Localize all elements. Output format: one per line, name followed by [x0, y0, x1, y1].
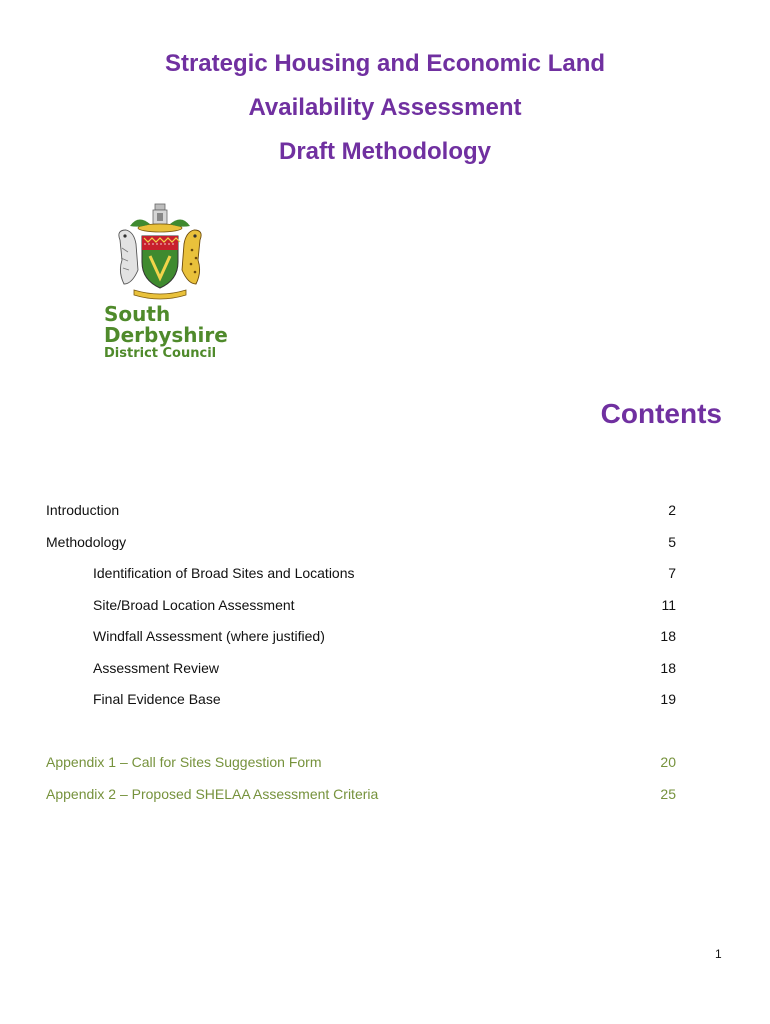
title-line-3: Draft Methodology: [279, 138, 491, 165]
toc-item-appendix-1[interactable]: [46, 750, 676, 774]
logo-text-line-2: Derbyshire: [104, 323, 228, 347]
toc-item-identification[interactable]: [46, 561, 676, 585]
toc-item-label: Appendix 2 – Proposed SHELAA Assessment Criteria: [46, 786, 379, 802]
toc-item-label: Introduction: [46, 502, 120, 518]
toc-item-final-evidence[interactable]: [46, 687, 676, 711]
toc-item-label: Site/Broad Location Assessment: [93, 597, 295, 613]
logo-text-line-1: South: [104, 302, 171, 326]
toc-item-page: 20: [660, 754, 676, 770]
toc-item-page: 25: [660, 786, 676, 802]
toc-item-label: Windfall Assessment (where justified): [93, 628, 325, 644]
coat-of-arms-icon: [108, 200, 212, 304]
toc-item-windfall[interactable]: [46, 624, 676, 648]
toc-item-site-assessment[interactable]: [46, 593, 676, 617]
toc-item-page: 2: [668, 502, 676, 518]
document-title: [0, 42, 770, 174]
council-logo: [100, 200, 228, 364]
toc-item-label: Appendix 1 – Call for Sites Suggestion Form: [46, 754, 322, 770]
council-logo-text: [104, 304, 228, 361]
contents-heading: Contents: [600, 398, 722, 429]
toc-item-page: 18: [660, 628, 676, 644]
toc-item-label: Methodology: [46, 534, 127, 550]
toc-item-label: Assessment Review: [93, 660, 220, 676]
toc-item-page: 19: [660, 691, 676, 707]
toc-item-page: 11: [661, 597, 676, 613]
toc-item-methodology[interactable]: [46, 530, 676, 554]
toc-item-label: Final Evidence Base: [93, 691, 221, 707]
title-line-2: Availability Assessment: [248, 94, 522, 121]
toc-item-appendix-2[interactable]: [46, 782, 676, 806]
toc-item-label: Identification of Broad Sites and Locations: [93, 565, 355, 581]
toc-item-assessment-review[interactable]: [46, 656, 676, 680]
page-number: 1: [715, 947, 722, 961]
logo-text-line-3: District Council: [104, 346, 217, 361]
toc-item-page: 5: [668, 534, 676, 550]
title-line-1: Strategic Housing and Economic Land: [164, 50, 606, 77]
toc-item-page: 7: [668, 565, 676, 581]
toc-item-page: 18: [660, 660, 676, 676]
toc-item-introduction[interactable]: [46, 498, 676, 522]
